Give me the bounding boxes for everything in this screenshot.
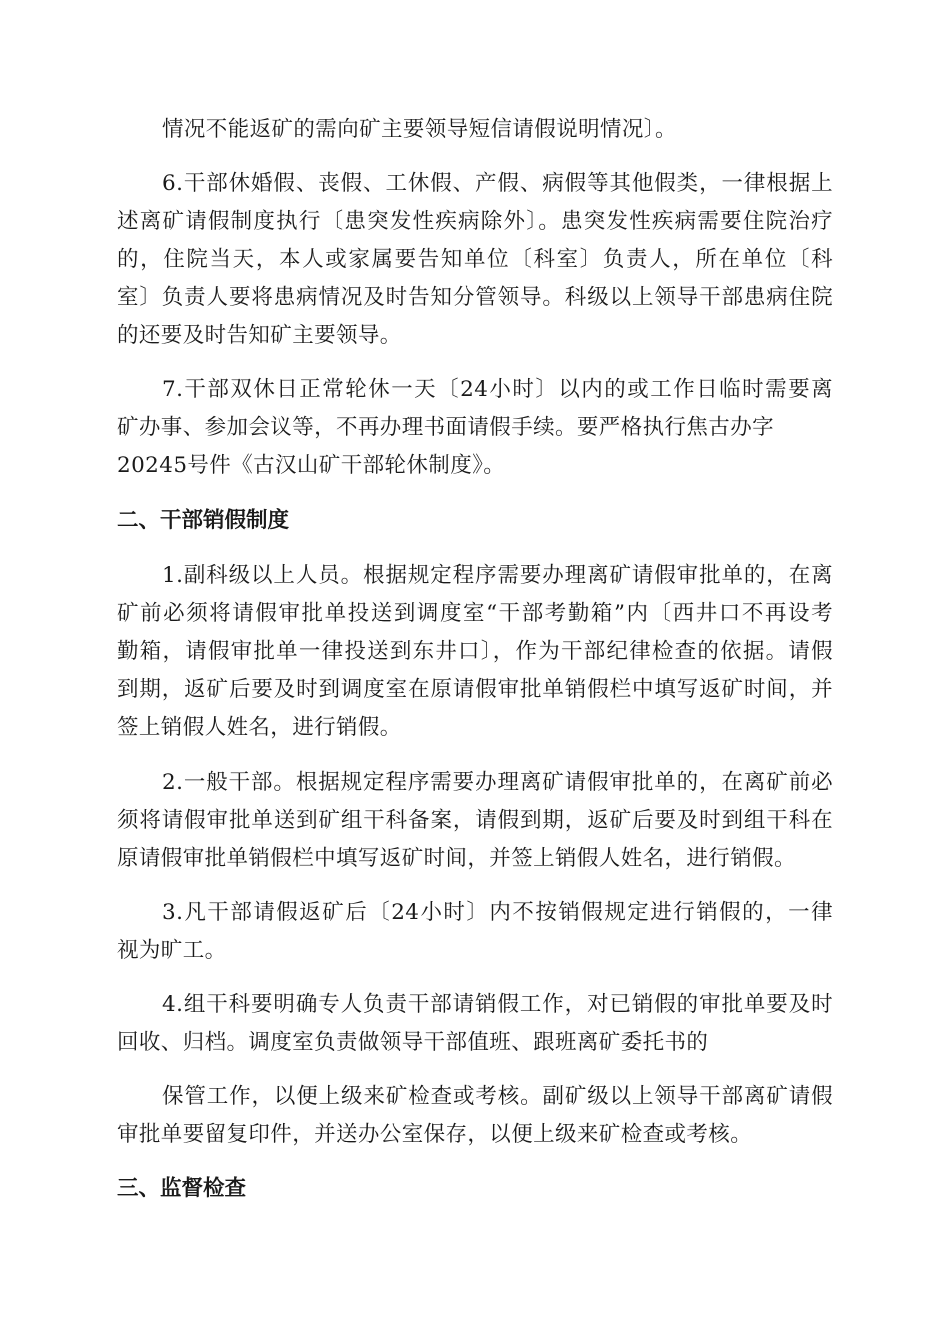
text-line: 须将请假审批单送到矿组干科备案，请假到期，返矿后要及时到组干科在 — [117, 808, 833, 833]
text-line: 7.干部双休日正常轮休一天〔24小时〕以内的或工作日临时需要离 — [162, 377, 833, 402]
text-line: 矿办事、参加会议等，不再办理书面请假手续。要严格执行焦古办字 — [117, 415, 775, 440]
section-heading-2: 二、干部销假制度 — [117, 508, 290, 533]
text-line: 6.干部休婚假、丧假、工休假、产假、病假等其他假类，一律根据上 — [162, 171, 833, 196]
text-line: 视为旷工。 — [117, 938, 227, 963]
text-line: 室〕负责人要将患病情况及时告知分管领导。科级以上领导干部患病住院 — [117, 285, 833, 310]
continuation-line: 情况不能返矿的需向矿主要领导短信请假说明情况〕。 — [162, 117, 677, 142]
text-line: 到期，返矿后要及时到调度室在原请假审批单销假栏中填写返矿时间，并 — [117, 677, 833, 702]
text-line: 3.凡干部请假返矿后〔24小时〕内不按销假规定进行销假的，一律 — [162, 900, 833, 925]
text-line: 1.副科级以上人员。根据规定程序需要办理离矿请假审批单的，在离 — [162, 563, 833, 588]
text-line: 原请假审批单销假栏中填写返矿时间，并签上销假人姓名，进行销假。 — [117, 846, 796, 871]
text-line: 勤箱，请假审批单一律投送到东井口〕，作为干部纪律检查的依据。请假 — [117, 639, 833, 664]
text-line: 2.一般干部。根据规定程序需要办理离矿请假审批单的，在离矿前必 — [162, 770, 833, 795]
section-heading-3: 三、监督检查 — [117, 1176, 247, 1201]
text-line: 的，住院当天，本人或家属要告知单位〔科室〕负责人，所在单位〔科 — [117, 247, 833, 272]
text-line: 的还要及时告知矿主要领导。 — [117, 323, 402, 348]
text-line: 审批单要留复印件，并送办公室保存，以便上级来矿检查或考核。 — [117, 1122, 753, 1147]
text-line: 签上销假人姓名，进行销假。 — [117, 715, 402, 740]
text-line: 20245号件《古汉山矿干部轮休制度》。 — [117, 453, 506, 478]
text-line: 回收、归档。调度室负责做领导干部值班、跟班离矿委托书的 — [117, 1030, 709, 1055]
text-line: 述离矿请假制度执行〔患突发性疾病除外〕。患突发性疾病需要住院治疗 — [117, 209, 833, 234]
text-line: 矿前必须将请假审批单投送到调度室“干部考勤箱”内〔西井口不再设考 — [117, 601, 833, 626]
text-line: 保管工作，以便上级来矿检查或考核。副矿级以上领导干部离矿请假 — [162, 1084, 833, 1109]
text-line: 4.组干科要明确专人负责干部请销假工作，对已销假的审批单要及时 — [162, 992, 833, 1017]
